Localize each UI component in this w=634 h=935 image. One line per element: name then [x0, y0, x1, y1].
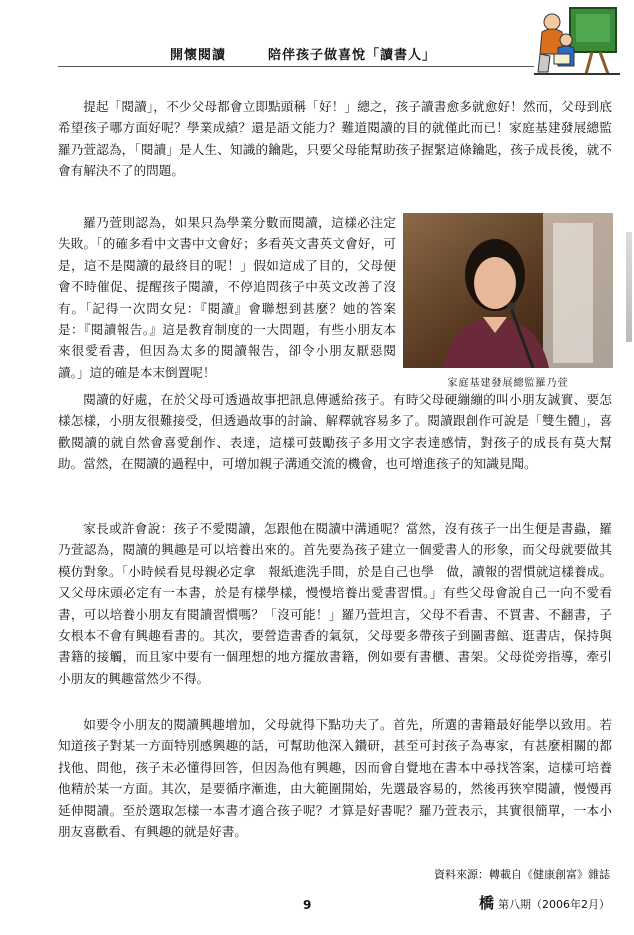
- article-paragraph: 如要令小朋友的閱讀興趣增加，父母就得下點功夫了。首先，所選的書籍最好能學以致用。若知道孩子對某一方面特別感興趣的話，可幫助他深入鑽研，甚至可封孩子為專家，有甚麼相關的都找他、問他，孩子未必懂得回答，但因為他有興趣，因而會自覺地在書本中尋找答案，這樣可培養他精於某一方面。其次，是要循序漸進，由大範圍開始，先選最容易的，然後再狹窄閱讀，慢慢再延伸閱讀。至於選取怎樣一本書才適合孩子呢？才算是好書呢？羅乃萱表示，其實很簡單，一本小朋友喜歡看、有興趣的就是好書。: [58, 717, 612, 840]
- header-title: [170, 44, 436, 63]
- header-divider: [58, 66, 534, 67]
- article-paragraph: 家長或許會說：孩子不愛閱讀，怎跟他在閱讀中溝通呢？當然，沒有孩子一出生便是書蟲，羅乃萱認為，閱讀的興趣是可以培養出來的。首先要為孩子建立一個愛書人的形象，而父母就要做其模仿對象。「小時候看見母親必定拿 報紙進洗手間，於是自己也學 做，讀報的習慣就這樣養成。又父母床頭必定有一本書，於是有樣學樣，慢慢培養出愛書習慣。」有些父母會說自己一向不愛看書，可以培養小朋友有閱讀習慣嗎？「沒可能！」羅乃萱坦言，父母不看書、不買書、不翻書，子女根本不會有興趣看書的。其次，要營造書香的氣氛，父母要多帶孩子到圖書館、逛書店，保持與書籍的接觸，而且家中要有一個理想的地方擺放書籍，例如要有書櫃、書架。父母從旁指導，牽引小朋友的興趣當然少不得。: [58, 521, 612, 686]
- speaker-photo: [403, 213, 613, 368]
- article-paragraph: 羅乃萱則認為，如果只為學業分數而閱讀，這樣必注定失敗。「的確多看中文書中文會好；多看英文書英文會好，可是，這不是閱讀的最終目的呢！」假如這成了目的，父母便會不時催促、提醒孩子閱讀，不停追問孩子中英文改善了沒有。「記得一次問女兒：『閱讀』會聯想到甚麼？她的答案是：『閱讀報告。』這是教育制度的一大問題，有些小朋友本來很愛看書，但因為太多的閱讀報告，卻令小朋友厭惡閱讀。」這的確是本末倒置呢！: [58, 215, 396, 380]
- header-title-right: 陪伴孩子做喜悅「讀書人」: [268, 48, 437, 63]
- source-note: 資料來源：轉載自《健康創富》雜誌: [434, 868, 610, 881]
- page-header: [0, 0, 634, 80]
- bridge-logo-mark: 橋: [478, 894, 494, 912]
- article-paragraph: 閱讀的好處，在於父母可透過故事把訊息傳遞給孩子。有時父母硬繃繃的叫小朋友誠實、要怎樣怎樣，小朋友很難接受，但透過故事的討論、解釋就容易多了。閱讀跟創作可說是「雙生體」，喜歡閱讀的就自然會喜愛創作、表達，這樣可鼓勵孩子多用文字表達感情，對孩子的成長有莫大幫助。當然，在閱讀的過程中，可增加親子溝通交流的機會，也可增進孩子的知識見聞。: [58, 392, 612, 472]
- article-paragraph: 提起「閱讀」，不少父母都會立即點頭稱「好！」總之，孩子讀書愈多就愈好！然而，父母到底希望孩子哪方面好呢？學業成績？還是語文能力？難道閱讀的目的就僅此而已！家庭基建發展總監羅乃萱認為，「閱讀」是人生、知識的鑰匙，只要父母能幫助孩子握緊這條鑰匙，孩子成長後，就不會有解決不了的問題。: [58, 99, 612, 179]
- issue-text: 第八期（2006年2月）: [498, 898, 610, 911]
- photo-caption: 家庭基建發展總監羅乃萱: [447, 378, 569, 389]
- page-edge-mark: [626, 232, 632, 342]
- page-number: 9: [303, 898, 312, 912]
- issue-info: [479, 892, 610, 913]
- header-title-left: 開懷閱讀: [170, 48, 227, 63]
- reading-illustration-icon: [530, 2, 626, 78]
